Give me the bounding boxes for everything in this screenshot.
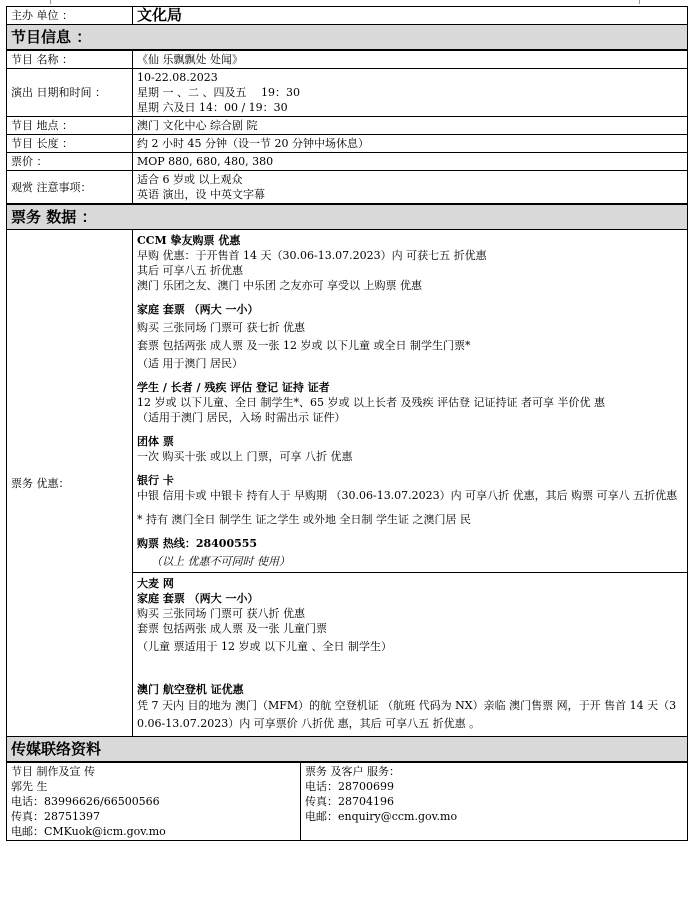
- discount-row: [7, 230, 688, 573]
- program-row-label: 节目 名称 ：: [7, 51, 133, 69]
- production-phone: 电话：83996626/66500566: [11, 795, 160, 808]
- program-rows-table: [6, 50, 688, 204]
- program-row: [7, 117, 688, 135]
- program-value-line: 适合 6 岁或 以上观众: [137, 173, 243, 186]
- program-row-value: [133, 69, 688, 117]
- ccm-family-line: 购买 三张同场 门票可 获七折 优惠: [137, 321, 305, 334]
- program-row: [7, 51, 688, 69]
- program-row: [7, 153, 688, 171]
- ticketing-service-label: 票务 及客户 服务：: [305, 765, 400, 778]
- program-row-value: [133, 153, 688, 171]
- program-value-line: 《仙 乐飘飘处 处闻》: [137, 53, 243, 66]
- hotline: [137, 536, 683, 551]
- ccm-hotline-block: [137, 536, 683, 569]
- program-section-title: 节目信息 ：: [7, 25, 688, 50]
- ccm-family-title: 家庭 套票 （两大 一小）: [137, 303, 259, 316]
- program-row-label: 观赏 注意事项：: [7, 171, 133, 204]
- top-rule: [50, 0, 640, 4]
- production-label: 节目 制作及宣 传: [11, 765, 95, 778]
- production-contact: [7, 763, 301, 841]
- contact-person: 郭先 生: [11, 780, 48, 793]
- program-row-label: 节目 地点 ：: [7, 117, 133, 135]
- media-section-title: 传媒联络资料: [7, 737, 688, 762]
- damai-family-line: 购买 三张同场 门票可 获八折 优惠: [137, 607, 305, 620]
- program-section-header: [7, 25, 688, 50]
- ticketing-table: [6, 204, 688, 762]
- ccm-early-block: [137, 233, 683, 293]
- ccm-early-line: 其后 可享八五 折优惠: [137, 264, 243, 277]
- media-section-header: [7, 737, 688, 762]
- ticketing-section-title: 票务 数据 ：: [7, 205, 688, 230]
- ccm-early-line: 早购 优惠：于开售首 14 天（30.06-13.07.2023）内 可获七五 折优惠: [137, 249, 487, 262]
- media-contact-row: [7, 763, 688, 841]
- organizer-label: 主办 单位 ：: [7, 7, 133, 25]
- ccm-student-line: 12 岁或 以下儿童、全日 制学生*、65 岁或 以上长者 及残疾 评估登 记证持证 者可享 半价优 惠: [137, 396, 605, 409]
- info-table: [6, 6, 688, 50]
- ticketing-email: 电邮：enquiry@ccm.gov.mo: [305, 810, 458, 823]
- airline-line: 凭 7 天内 目的地为 澳门（MFM）的航 空登机证 （航班 代码为 NX）亲临 澳门售票 网，于开 售首 14 天（30.06-13.07.2023）内 可享票价 八折优 惠，其后 可享八五 折优惠 。: [137, 699, 677, 730]
- program-row: [7, 135, 688, 153]
- program-value-line: 10-22.08.2023: [137, 71, 218, 84]
- ticketing-fax: 传真：28704196: [305, 795, 394, 808]
- program-value-line: 约 2 小时 45 分钟（设一节 20 分钟中场休息）: [137, 137, 369, 150]
- media-contact-table: [6, 762, 688, 841]
- damai-family-line: （儿童 票适用于 12 岁或 以下儿童 、全日 制学生）: [137, 640, 392, 653]
- program-row: [7, 69, 688, 117]
- event-info-sheet: [6, 6, 688, 841]
- program-row-label: 节目 长度 ：: [7, 135, 133, 153]
- damai-family-title: 家庭 套票 （两大 一小）: [137, 592, 259, 605]
- program-value-line: 星期 六及日 14：00 / 19：30: [137, 101, 288, 114]
- program-row-value: [133, 51, 688, 69]
- ccm-title: CCM 挚友购票 优惠: [137, 234, 241, 247]
- ticketing-contact: [301, 763, 688, 841]
- ccm-note-block: [137, 512, 683, 527]
- ccm-family-line: 套票 包括两张 成人票 及一张 12 岁或 以下儿童 或全日 制学生门票*: [137, 339, 471, 352]
- program-value-line: MOP 880, 680, 480, 380: [137, 155, 274, 168]
- airline-block: [137, 682, 683, 733]
- ccm-group-line: 一次 购买十张 或以上 门票，可享 八折 优惠: [137, 450, 353, 463]
- ccm-group-block: [137, 434, 683, 464]
- ccm-group-title: 团体 票: [137, 435, 174, 448]
- ccm-discount-cell: [133, 230, 688, 573]
- discount-label: 票务 优惠：: [7, 230, 133, 737]
- ccm-early-line: 澳门 乐团之友、澳门 中乐团 之友亦可 享受以 上购票 优惠: [137, 279, 422, 292]
- organizer-row: [7, 7, 688, 25]
- program-value-line: 英语 演出，设 中英文字幕: [137, 188, 265, 201]
- ccm-family-block: [137, 302, 683, 371]
- program-row-value: [133, 117, 688, 135]
- organizer-value: 文化局: [133, 7, 688, 25]
- ticketing-section-header: [7, 205, 688, 230]
- damai-discount-cell: [133, 573, 688, 737]
- ccm-student-line: （适用于澳门 居民，入场 时需出示 证件）: [137, 411, 346, 424]
- disclaimer: （以上 优惠不可同时 使用）: [151, 555, 290, 568]
- ccm-family-line: （适 用于澳门 居民）: [137, 357, 243, 370]
- hotline-label: 购票 热线：: [137, 537, 196, 550]
- airline-title: 澳门 航空登机 证优惠: [137, 683, 244, 696]
- hotline-number: 28400555: [195, 537, 258, 550]
- ticketing-phone: 电话：28700699: [305, 780, 394, 793]
- program-value-line: 星期 一 、二 、四及五 19：30: [137, 86, 300, 99]
- program-row: [7, 171, 688, 204]
- program-value-line: 澳门 文化中心 综合剧 院: [137, 119, 258, 132]
- ccm-bank-block: [137, 473, 683, 503]
- program-row-label: 演出 日期和时间 ：: [7, 69, 133, 117]
- ccm-student-block: [137, 380, 683, 425]
- program-row-value: [133, 135, 688, 153]
- ccm-bank-title: 银行 卡: [137, 474, 174, 487]
- damai-family-line: 套票 包括两张 成人票 及一张 儿童门票: [137, 622, 327, 635]
- damai-title: 大麦 网: [137, 577, 174, 590]
- ccm-student-title: 学生 / 长者 / 残疾 评估 登记 证持 证者: [137, 381, 330, 394]
- production-fax: 传真：28751397: [11, 810, 100, 823]
- student-note: * 持有 澳门全日 制学生 证之学生 或外地 全日制 学生证 之澳门居 民: [137, 513, 471, 526]
- program-row-label: 票价 ：: [7, 153, 133, 171]
- ccm-bank-line: 中银 信用卡或 中银卡 持有人于 早购期 （30.06-13.07.2023）内 可享八折 优惠，其后 购票 可享八 五折优惠: [137, 489, 678, 502]
- program-row-value: [133, 171, 688, 204]
- damai-family-block: [137, 576, 683, 654]
- production-email: 电邮：CMKuok@icm.gov.mo: [11, 825, 166, 838]
